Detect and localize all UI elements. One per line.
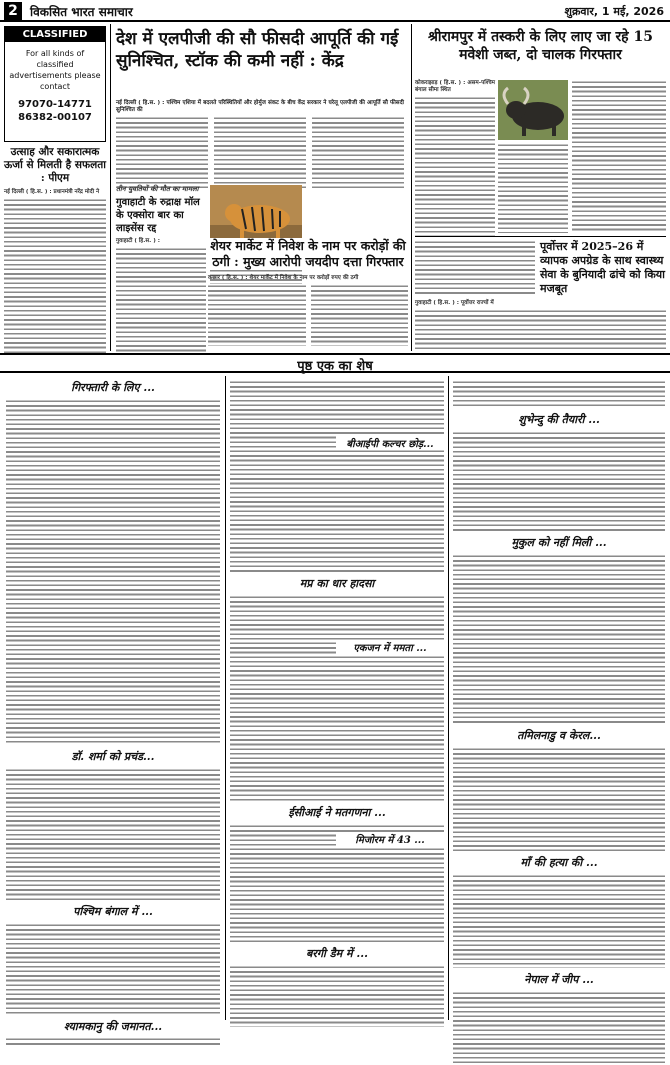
cont-title-14: माँ की हत्या की ... [520, 856, 598, 869]
buffalo-story-headline: श्रीरामपुर में तस्करी के लिए लाए जा रहे 15 मवेशी जब्त, दो चालक गिरफ्तार [428, 29, 653, 63]
tiger-story [116, 185, 206, 353]
section-rule [415, 236, 666, 237]
health-story [540, 240, 666, 296]
share-story [208, 238, 408, 270]
health-story-headline: पूर्वोत्तर में 2025–26 में व्यापक अपग्रेड के साथ स्वास्थ्य सेवा के बुनियादी ढांचे को किया मजबूत [540, 240, 666, 295]
buffalo-story [415, 28, 666, 64]
buffalo-col-1 [415, 96, 495, 240]
cont-body-13 [453, 874, 665, 968]
section-title: पृष्ठ एक का शेष [297, 359, 373, 374]
cont-title-9: एकजन में ममता ... [336, 640, 444, 654]
health-story-text [415, 300, 666, 351]
cont-body-12 [453, 747, 665, 851]
lead-story-text [116, 100, 404, 188]
lead-story-headline: देश में एलपीजी की सौ फीसदी आपूर्ति की गई सुनिश्चित, स्टॉक की कमी नहीं : केंद्र [116, 29, 399, 71]
classified-phone-1: 97070-14771 [18, 99, 92, 110]
cont-body-6 [230, 595, 444, 801]
cont-title-6: ईसीआई ने मतगणना ... [288, 806, 386, 819]
buffalo-story-dateline: कोकराझाड़ ( हि.स. ) : असम-पश्चिम बंगाल सीमा स्थित [415, 80, 495, 94]
lead-story [116, 28, 404, 72]
mid-story-block-2 [336, 640, 444, 654]
page-header [0, 0, 670, 22]
cont-title-7: बरगी डैम में ... [306, 947, 368, 960]
cont-body-8 [230, 965, 444, 1027]
cont-body-5 [230, 380, 444, 572]
cont-title-8: बीआईपी कल्चर छोड़... [336, 436, 444, 450]
cont-body-4 [6, 1037, 220, 1047]
lead-col-1 [116, 116, 208, 188]
column-rule [225, 376, 226, 1020]
tiger-story-body [116, 247, 206, 353]
cont-body-2 [6, 768, 220, 900]
cont-title-1: गिरफ्तारी के लिए ... [71, 381, 155, 394]
cont-body-10 [453, 431, 665, 531]
tiger-story-dateline: गुवाहाटी ( हि.स. ) : [116, 238, 160, 244]
continued-col-1 [6, 380, 220, 1047]
classified-box [4, 26, 106, 142]
left-story [4, 146, 106, 356]
share-story-text [208, 275, 408, 346]
column-rule [448, 376, 449, 1020]
continued-col-2 [230, 380, 444, 1027]
mid-story-block-1 [336, 436, 444, 450]
health-story-dateline: गुवाहाटी ( हि.स. ) : पूर्वोत्तर राज्यों में [415, 300, 494, 306]
lead-col-3 [312, 116, 404, 188]
buffalo-col-2 [498, 143, 568, 233]
section-divider [0, 353, 670, 373]
classified-phone-2: 86382-00107 [18, 112, 92, 123]
buffalo-photo [498, 80, 568, 140]
cont-title-4: श्यामकानु की जमानत... [63, 1020, 163, 1033]
cont-body-9 [453, 380, 665, 408]
left-story-dateline: नई दिल्ली ( हि.स. ) : प्रधानमंत्री नरेंद्र मोदी ने [4, 189, 100, 195]
tiger-story-kicker: तीन युवतियों की मौत का मामला [116, 185, 199, 193]
newspaper-name: विकसित भारत समाचार [30, 5, 133, 19]
cont-title-5: मप्र का धार हादसा [299, 577, 375, 590]
cont-body-3 [6, 923, 220, 1015]
cont-body-1 [6, 399, 220, 745]
buffalo-col-3 [572, 80, 666, 233]
continued-col-3 [453, 380, 665, 1065]
mid-story-block-3 [336, 832, 444, 846]
tiger-story-headline: गुवाहाटी के रुद्राक्ष मॉल के एक्सोरा बार का लाइसेंस रद्द [116, 197, 200, 234]
page-number: 2 [4, 2, 22, 20]
cont-body-11 [453, 554, 665, 724]
left-story-headline: उत्साह और सकारात्मक ऊर्जा से मिलती है सफलता : पीएम [4, 146, 106, 184]
cont-title-12: मुकुल को नहीं मिली ... [511, 536, 607, 549]
cont-title-13: तमिलनाडु व केरल... [517, 729, 601, 742]
cont-body-14 [453, 991, 665, 1065]
cont-title-10: मिजोरम में 43 ... [336, 832, 444, 846]
classified-text: For all kinds of classified advertisements please contact [9, 49, 101, 91]
share-story-headline: शेयर मार्केट में निवेश के नाम पर करोड़ों की ठगी : मुख्य आरोपी जयदीप दत्ता गिरफ्तार [208, 238, 408, 270]
left-story-body [4, 198, 106, 356]
cont-title-15: नेपाल में जीप ... [524, 973, 594, 986]
buffalo-story-text [415, 80, 495, 240]
share-col-2 [311, 284, 409, 346]
cont-title-3: पश्चिम बंगाल में ... [73, 905, 153, 918]
lead-story-dateline: नई दिल्ली ( हि.स. ) : पश्चिम एशिया में बदलते परिस्थितियों और होर्मुज संकट के बीच केंद्र सरकार ने घरेलू एलपीजी की आपूर्ति सौ फीसदी सुनिश्चित की [116, 100, 404, 114]
share-col-1 [208, 284, 306, 346]
health-story-body [415, 309, 666, 351]
column-rule [110, 24, 111, 351]
column-rule [411, 24, 412, 351]
cont-title-11: शुभेन्दु की तैयारी ... [518, 413, 600, 426]
classified-heading: CLASSIFIED [5, 27, 105, 42]
lead-col-2 [214, 116, 306, 188]
health-left-body [415, 240, 535, 296]
share-story-dateline: कछार ( हि.स. ) : शेयर मार्केट में निवेश के नाम पर करोड़ों रुपए की ठगी [208, 275, 359, 281]
cont-title-2: डॉ. शर्मा को प्रचंड... [71, 750, 155, 763]
issue-date: शुक्रवार, 1 मई, 2026 [564, 5, 664, 18]
